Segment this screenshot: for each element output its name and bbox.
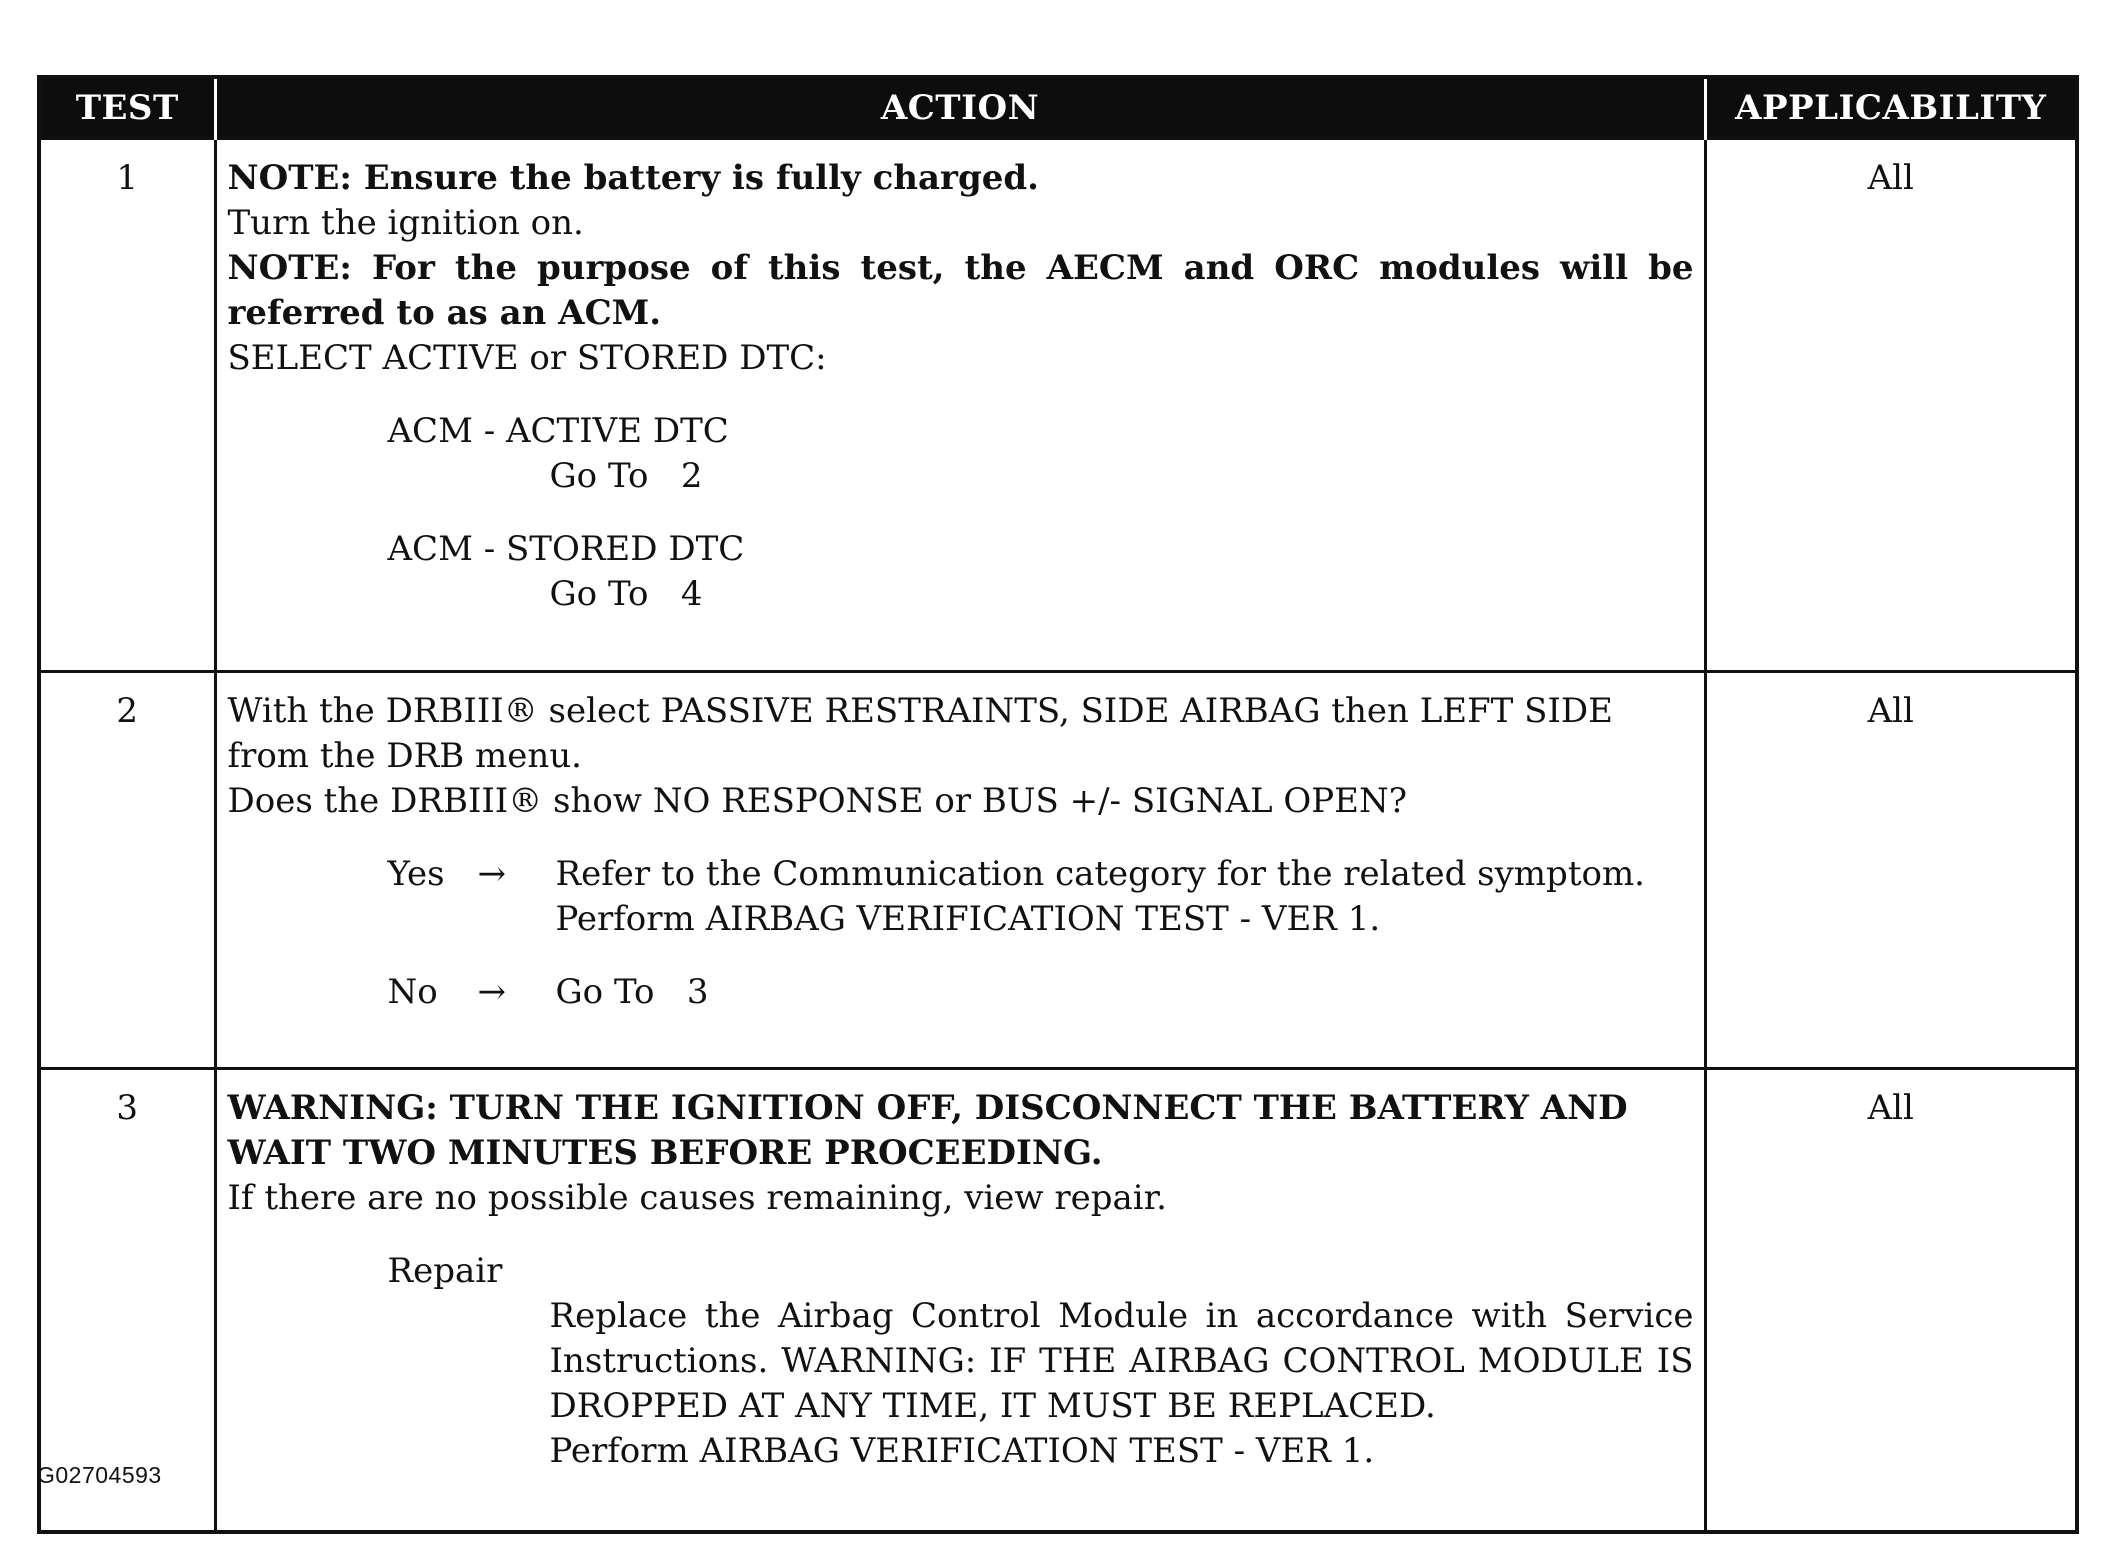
repair-label: Repair (387, 1251, 503, 1291)
warning-text: WARNING: TURN THE IGNITION OFF, DISCONNECT THE BATTERY AND WAIT TWO MINUTES BEFORE PROCEEDING. (227, 1088, 1628, 1173)
yes-branch (388, 852, 1694, 942)
action-cell (215, 1069, 1705, 1533)
table-row (39, 139, 2077, 672)
applicability-value: All (1705, 139, 2077, 672)
test-number: 3 (39, 1069, 215, 1533)
step-ignition-on: Turn the ignition on. (227, 203, 584, 243)
note-acm: NOTE: For the purpose of this test, the AECM and ORC modules will be referred to as an ACM. (227, 248, 1694, 333)
arrow-icon: → (477, 854, 506, 894)
table-row (39, 1069, 2077, 1533)
drb-question: Does the DRBIII® show NO RESPONSE or BUS +/- SIGNAL OPEN? (227, 781, 1407, 821)
arrow-icon: → (477, 972, 506, 1012)
header-applicability: APPLICABILITY (1705, 77, 2077, 139)
test-number: 2 (39, 672, 215, 1069)
drb-instruction: With the DRBIII® select PASSIVE RESTRAINTS, SIDE AIRBAG then LEFT SIDE from the DRB menu. (227, 691, 1613, 776)
yes-refer-text: Refer to the Communication category for the related symptom. (555, 854, 1645, 894)
goto-link[interactable]: Go To 2 (549, 456, 703, 496)
repair-verify-text: Perform AIRBAG VERIFICATION TEST - VER 1. (549, 1431, 1375, 1471)
repair-text: Replace the Airbag Control Module in accordance with Service Instructions. WARNING: IF THE AIRBAG CONTROL MODULE IS DROPPED AT ANY TIME, IT MUST BE REPLACED. (549, 1296, 1694, 1426)
figure-id: G02704593 (37, 1462, 162, 1488)
applicability-value: All (1705, 672, 2077, 1069)
note-battery: NOTE: Ensure the battery is fully charged. (227, 158, 1039, 198)
no-branch (388, 970, 1694, 1015)
action-cell (215, 139, 1705, 672)
goto-link[interactable]: Go To 4 (549, 574, 703, 614)
option-active-dtc: ACM - ACTIVE DTC (387, 411, 729, 451)
header-action: ACTION (215, 77, 1705, 139)
action-cell (215, 672, 1705, 1069)
table-row (39, 672, 2077, 1069)
table-header-row (39, 77, 2077, 139)
yes-verify-text: Perform AIRBAG VERIFICATION TEST - VER 1. (555, 899, 1381, 939)
test-number: 1 (39, 139, 215, 672)
option-stored-dtc: ACM - STORED DTC (387, 529, 745, 569)
select-prompt: SELECT ACTIVE or STORED DTC: (227, 338, 827, 378)
header-test: TEST (39, 77, 215, 139)
goto-link[interactable]: Go To 3 (555, 972, 709, 1012)
applicability-value: All (1705, 1069, 2077, 1533)
no-label: No (387, 972, 438, 1012)
yes-label: Yes (387, 854, 445, 894)
diagnostic-test-table (37, 75, 2079, 1534)
step-view-repair: If there are no possible causes remaining, view repair. (227, 1178, 1167, 1218)
